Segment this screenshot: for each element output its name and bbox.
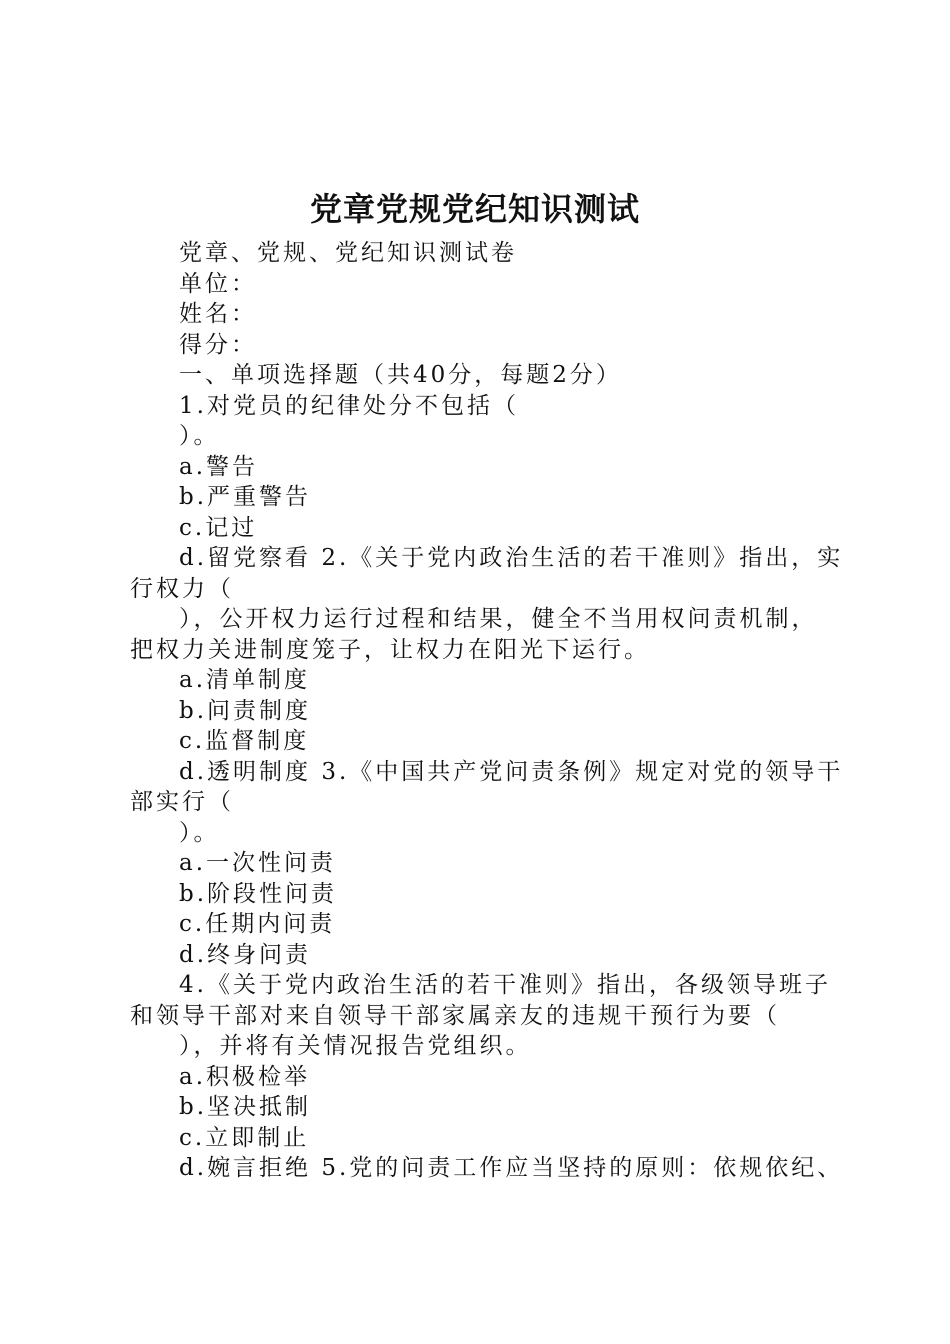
text-line: c.监督制度 xyxy=(179,728,310,754)
text-line: a.一次性问责 xyxy=(179,850,337,876)
text-line: a.积极检举 xyxy=(179,1063,311,1090)
text-line: ），公开权力运行过程和结果，健全不当用权问责机制， xyxy=(179,606,818,632)
text-line: d.透明制度 3.《中国共产党问责条例》规定对党的领导干 xyxy=(179,758,844,785)
text-line: c.记过 xyxy=(179,514,258,541)
text-line: 部实行（ xyxy=(130,789,234,815)
text-line: 和领导干部对来自领导干部家属亲友的违规干预行为要（ xyxy=(130,1002,780,1029)
text-line: b.严重警告 xyxy=(179,484,312,510)
text-line: 把权力关进制度笼子，让权力在阳光下运行。 xyxy=(130,636,650,663)
text-line: ）。 xyxy=(179,423,220,449)
text-line: a.清单制度 xyxy=(179,667,311,693)
document-title: 党章党规党纪知识测试 xyxy=(309,190,640,228)
text-line: 一、单项选择题（共40分，每题2分） xyxy=(179,362,622,388)
text-line: 姓名： xyxy=(179,301,257,327)
text-line: 党章、党规、党纪知识测试卷 xyxy=(179,240,517,266)
text-line: d.终身问责 xyxy=(179,941,312,968)
text-line: b.阶段性问责 xyxy=(179,880,338,907)
text-line: ），并将有关情况报告党组织。 xyxy=(179,1033,532,1059)
text-line: b.坚决抵制 xyxy=(179,1094,312,1120)
text-line: b.问责制度 xyxy=(179,697,312,724)
text-line: d.婉言拒绝 5.党的问责工作应当坚持的原则：依规依纪、 xyxy=(179,1155,844,1181)
text-line: a.警告 xyxy=(179,453,259,480)
text-line: 得分： xyxy=(179,331,257,358)
text-line: d.留党察看 2.《关于党内政治生活的若干准则》指出，实 xyxy=(179,545,844,571)
text-line: c.立即制止 xyxy=(179,1124,310,1151)
text-line: ）。 xyxy=(179,819,220,846)
text-line: 4.《关于党内政治生活的若干准则》指出，各级领导班子 xyxy=(179,972,831,998)
text-line: 1.对党员的纪律处分不包括（ xyxy=(179,392,519,419)
document-body xyxy=(130,238,844,1184)
text-line: 行权力（ xyxy=(130,575,234,602)
text-line: c.任期内问责 xyxy=(179,911,336,937)
text-line: 单位： xyxy=(179,270,257,297)
